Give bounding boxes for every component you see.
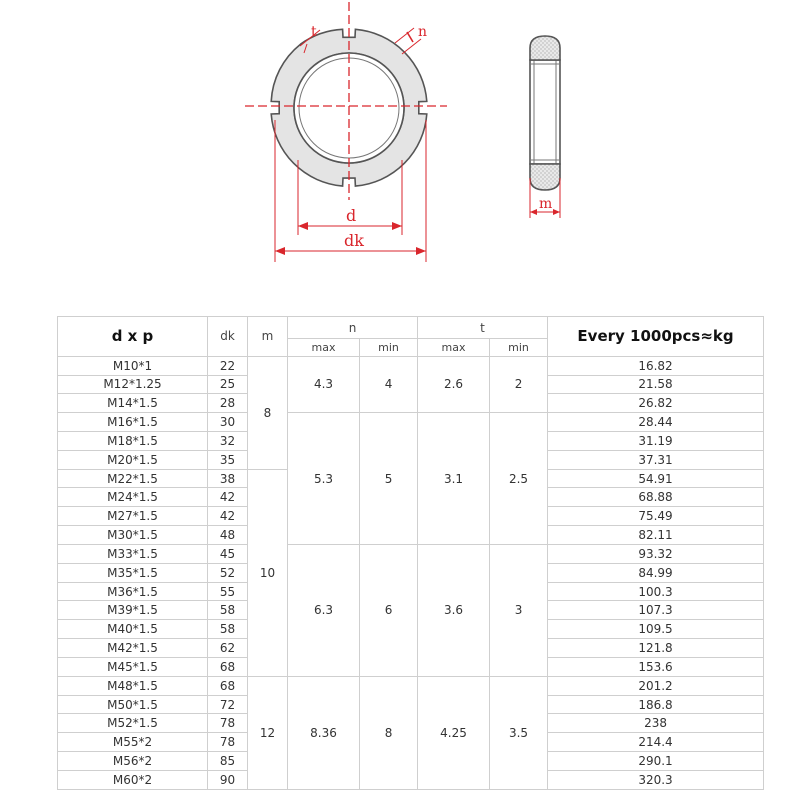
- table-row: [58, 676, 764, 695]
- cell-weight: 201.2: [548, 676, 764, 695]
- cell-dk: 22: [208, 356, 248, 375]
- cell-t-max: 2.6: [418, 356, 490, 412]
- cell-weight: 109.5: [548, 620, 764, 639]
- cell-t-max: 3.1: [418, 413, 490, 545]
- cell-n-min: 8: [360, 676, 418, 789]
- cell-dk: 68: [208, 657, 248, 676]
- technical-drawing: [0, 0, 800, 300]
- cell-dxp: M60*2: [58, 770, 208, 789]
- cell-dxp: M14*1.5: [58, 394, 208, 413]
- cell-dxp: M45*1.5: [58, 657, 208, 676]
- cell-dxp: M52*1.5: [58, 714, 208, 733]
- cell-n-max: 5.3: [288, 413, 360, 545]
- cell-dk: 42: [208, 488, 248, 507]
- cell-dxp: M12*1.25: [58, 375, 208, 394]
- cell-dk: 35: [208, 450, 248, 469]
- cell-weight: 121.8: [548, 639, 764, 658]
- cell-weight: 238: [548, 714, 764, 733]
- cell-n-max: 6.3: [288, 544, 360, 676]
- cell-dk: 55: [208, 582, 248, 601]
- spec-table: [57, 316, 764, 790]
- cell-weight: 26.82: [548, 394, 764, 413]
- cell-weight: 100.3: [548, 582, 764, 601]
- cell-dk: 58: [208, 601, 248, 620]
- cell-dxp: M27*1.5: [58, 507, 208, 526]
- cell-dk: 28: [208, 394, 248, 413]
- cell-weight: 21.58: [548, 375, 764, 394]
- header-dxp: d x p: [58, 317, 208, 357]
- cell-weight: 68.88: [548, 488, 764, 507]
- header-weight: Every 1000pcs≈kg: [548, 317, 764, 357]
- cell-weight: 290.1: [548, 752, 764, 771]
- header-t: t: [418, 317, 548, 339]
- cell-dk: 52: [208, 563, 248, 582]
- cell-n-max: 4.3: [288, 356, 360, 412]
- dk-label: dk: [344, 231, 364, 250]
- cell-weight: 37.31: [548, 450, 764, 469]
- cell-dxp: M30*1.5: [58, 526, 208, 545]
- cell-n-min: 5: [360, 413, 418, 545]
- cell-dk: 38: [208, 469, 248, 488]
- header-dk: dk: [208, 317, 248, 357]
- cell-dxp: M33*1.5: [58, 544, 208, 563]
- cell-dk: 90: [208, 770, 248, 789]
- m-label: m: [539, 196, 553, 212]
- cell-dk: 42: [208, 507, 248, 526]
- t-label: t: [311, 24, 317, 40]
- cell-weight: 28.44: [548, 413, 764, 432]
- d-label: d: [346, 206, 357, 225]
- table-row: [58, 544, 764, 563]
- cell-dk: 78: [208, 714, 248, 733]
- cell-weight: 84.99: [548, 563, 764, 582]
- cell-dxp: M20*1.5: [58, 450, 208, 469]
- cell-dxp: M35*1.5: [58, 563, 208, 582]
- header-m: m: [248, 317, 288, 357]
- cell-dk: 58: [208, 620, 248, 639]
- header-t-max: max: [418, 339, 490, 356]
- cell-dxp: M55*2: [58, 733, 208, 752]
- cell-dxp: M42*1.5: [58, 639, 208, 658]
- cell-weight: 107.3: [548, 601, 764, 620]
- cell-dxp: M56*2: [58, 752, 208, 771]
- cell-weight: 31.19: [548, 432, 764, 451]
- n-label: n: [418, 24, 428, 40]
- cell-t-min: 2: [490, 356, 548, 412]
- cell-dxp: M39*1.5: [58, 601, 208, 620]
- cell-weight: 93.32: [548, 544, 764, 563]
- cell-weight: 16.82: [548, 356, 764, 375]
- cell-dk: 32: [208, 432, 248, 451]
- cell-dk: 62: [208, 639, 248, 658]
- cell-dk: 45: [208, 544, 248, 563]
- table-row: [58, 413, 764, 432]
- cell-dk: 48: [208, 526, 248, 545]
- cell-dxp: M36*1.5: [58, 582, 208, 601]
- cell-t-max: 4.25: [418, 676, 490, 789]
- cell-dxp: M50*1.5: [58, 695, 208, 714]
- cell-dk: 78: [208, 733, 248, 752]
- cell-dxp: M16*1.5: [58, 413, 208, 432]
- cell-weight: 75.49: [548, 507, 764, 526]
- cell-m: 10: [248, 469, 288, 676]
- cell-dxp: M40*1.5: [58, 620, 208, 639]
- cell-dk: 85: [208, 752, 248, 771]
- cell-t-min: 3.5: [490, 676, 548, 789]
- cell-weight: 82.11: [548, 526, 764, 545]
- cell-dk: 25: [208, 375, 248, 394]
- cell-t-max: 3.6: [418, 544, 490, 676]
- cell-weight: 214.4: [548, 733, 764, 752]
- cell-dxp: M22*1.5: [58, 469, 208, 488]
- cell-m: 8: [248, 356, 288, 469]
- cell-weight: 54.91: [548, 469, 764, 488]
- cell-n-min: 4: [360, 356, 418, 412]
- cell-m: 12: [248, 676, 288, 789]
- cell-dk: 30: [208, 413, 248, 432]
- cell-dxp: M48*1.5: [58, 676, 208, 695]
- table-row: [58, 356, 764, 375]
- header-n: n: [288, 317, 418, 339]
- header-t-min: min: [490, 339, 548, 356]
- cell-weight: 153.6: [548, 657, 764, 676]
- cell-weight: 320.3: [548, 770, 764, 789]
- cell-dk: 68: [208, 676, 248, 695]
- cell-dk: 72: [208, 695, 248, 714]
- cell-n-min: 6: [360, 544, 418, 676]
- header-n-max: max: [288, 339, 360, 356]
- header-n-min: min: [360, 339, 418, 356]
- cell-t-min: 3: [490, 544, 548, 676]
- cell-weight: 186.8: [548, 695, 764, 714]
- cell-dxp: M10*1: [58, 356, 208, 375]
- cell-n-max: 8.36: [288, 676, 360, 789]
- cell-t-min: 2.5: [490, 413, 548, 545]
- cell-dxp: M18*1.5: [58, 432, 208, 451]
- nut-side-view: [530, 36, 560, 190]
- cell-dxp: M24*1.5: [58, 488, 208, 507]
